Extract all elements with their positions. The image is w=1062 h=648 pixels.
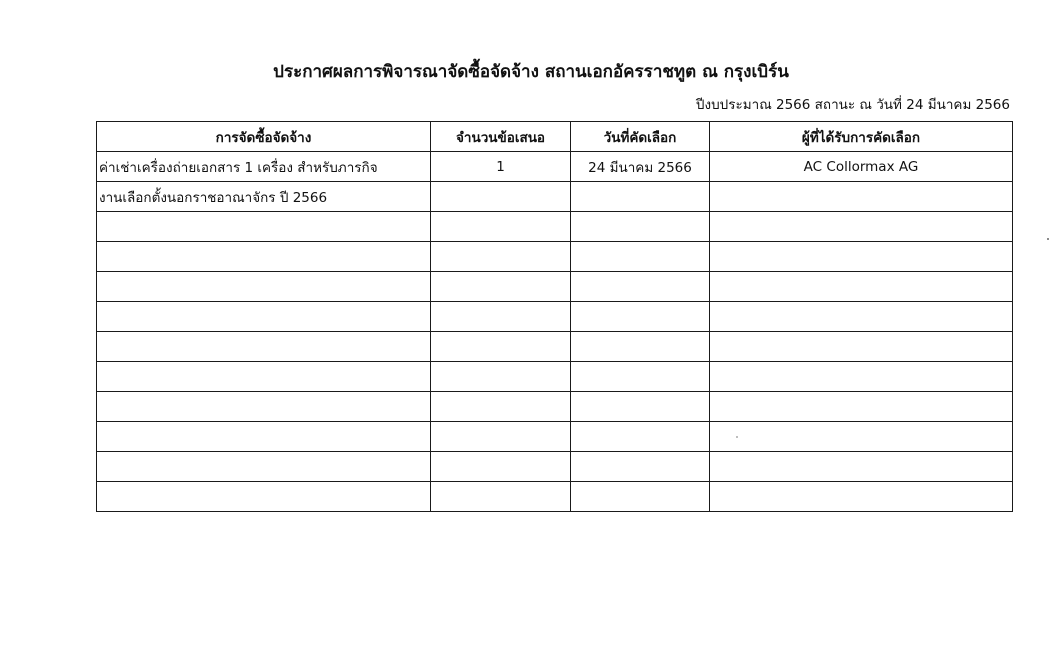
- cell-offer-count: [431, 332, 571, 362]
- cell-offer-count: [431, 362, 571, 392]
- cell-selection-date: [571, 242, 710, 272]
- table-row: [97, 212, 1013, 242]
- cell-procurement: [97, 482, 431, 512]
- document-title: ประกาศผลการพิจารณาจัดซื้อจัดจ้าง สถานเอกอัครราชทูต ณ กรุงเบิร์น: [273, 62, 789, 82]
- scan-speck: [1047, 238, 1049, 240]
- cell-selection-date: [571, 392, 710, 422]
- cell-procurement: ค่าเช่าเครื่องถ่ายเอกสาร 1 เครื่อง สำหรับภารกิจ: [97, 152, 431, 182]
- cell-procurement: [97, 422, 431, 452]
- cell-procurement: [97, 242, 431, 272]
- cell-selection-date: [571, 362, 710, 392]
- cell-selection-date: [571, 302, 710, 332]
- cell-selected-vendor: [710, 362, 1013, 392]
- table-row: [97, 362, 1013, 392]
- table-row: [97, 332, 1013, 362]
- table-row: [97, 422, 1013, 452]
- cell-offer-count: [431, 452, 571, 482]
- cell-selection-date: [571, 482, 710, 512]
- cell-selected-vendor: [710, 212, 1013, 242]
- cell-selection-date: 24 มีนาคม 2566: [571, 152, 710, 182]
- cell-selected-vendor: [710, 272, 1013, 302]
- table-row: [97, 272, 1013, 302]
- table-row: [97, 392, 1013, 422]
- cell-selection-date: [571, 332, 710, 362]
- table-row: [97, 152, 1013, 182]
- cell-selected-vendor: [710, 302, 1013, 332]
- cell-selection-date: [571, 452, 710, 482]
- cell-selection-date: [571, 182, 710, 212]
- cell-procurement: [97, 332, 431, 362]
- cell-procurement: [97, 392, 431, 422]
- table-header-row: [97, 122, 1013, 152]
- cell-selected-vendor: [710, 182, 1013, 212]
- cell-selected-vendor: AC Collormax AG: [710, 152, 1013, 182]
- header-selection-date: วันที่คัดเลือก: [571, 122, 710, 152]
- cell-selected-vendor: [710, 422, 1013, 452]
- cell-selection-date: [571, 212, 710, 242]
- scan-speck: [736, 436, 738, 438]
- cell-procurement: [97, 452, 431, 482]
- cell-procurement: งานเลือกตั้งนอกราชอาณาจักร ปี 2566: [97, 182, 431, 212]
- cell-procurement: [97, 302, 431, 332]
- cell-offer-count: [431, 212, 571, 242]
- header-offer-count: จำนวนข้อเสนอ: [431, 122, 571, 152]
- cell-selection-date: [571, 422, 710, 452]
- cell-selected-vendor: [710, 482, 1013, 512]
- cell-offer-count: [431, 182, 571, 212]
- table-row: [97, 182, 1013, 212]
- cell-offer-count: [431, 482, 571, 512]
- cell-selected-vendor: [710, 332, 1013, 362]
- table-row: [97, 452, 1013, 482]
- table-row: [97, 242, 1013, 272]
- cell-procurement: [97, 272, 431, 302]
- cell-procurement: [97, 362, 431, 392]
- cell-selected-vendor: [710, 392, 1013, 422]
- cell-offer-count: [431, 392, 571, 422]
- cell-offer-count: [431, 422, 571, 452]
- cell-offer-count: 1: [431, 152, 571, 182]
- cell-offer-count: [431, 302, 571, 332]
- cell-selection-date: [571, 272, 710, 302]
- header-procurement: การจัดซื้อจัดจ้าง: [97, 122, 431, 152]
- table-row: [97, 302, 1013, 332]
- header-selected-vendor: ผู้ที่ได้รับการคัดเลือก: [710, 122, 1013, 152]
- document-subtitle: ปีงบประมาณ 2566 สถานะ ณ วันที่ 24 มีนาคม 2566: [695, 97, 1010, 113]
- cell-selected-vendor: [710, 242, 1013, 272]
- procurement-results-table: [96, 121, 1013, 512]
- cell-procurement: [97, 212, 431, 242]
- cell-selected-vendor: [710, 452, 1013, 482]
- table-row: [97, 482, 1013, 512]
- cell-offer-count: [431, 242, 571, 272]
- cell-offer-count: [431, 272, 571, 302]
